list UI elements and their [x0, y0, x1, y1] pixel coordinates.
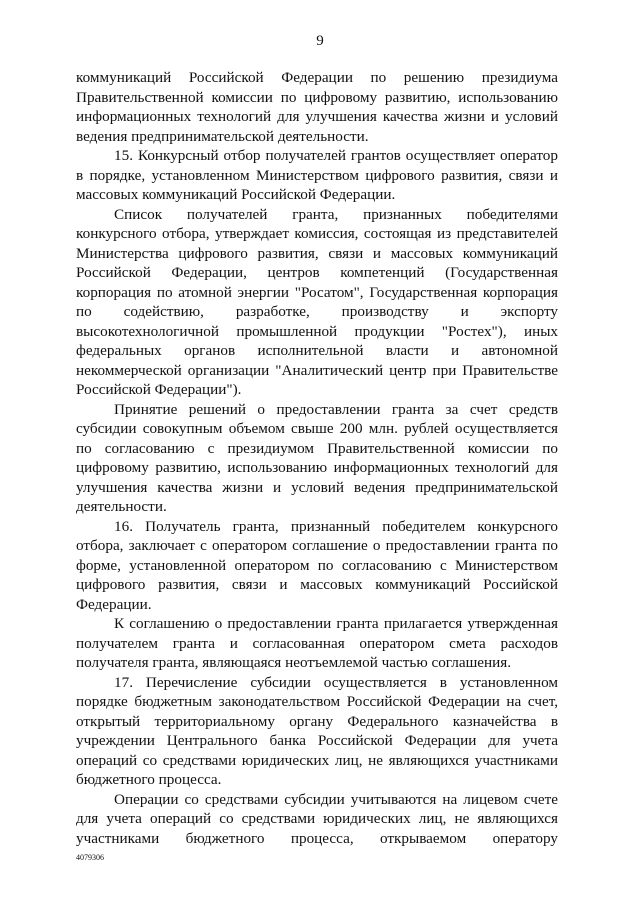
- paragraph-item-15: 15. Конкурсный отбор получателей грантов осуществляет оператор в порядке, установленном Министерством цифрового развития, связи и массовых коммуникаций Российской Федерации.: [76, 147, 558, 203]
- paragraph-grant-recipients-list: Список получателей гранта, признанных победителями конкурсного отбора, утверждает комиссия, состоящая из представителей Министерства цифрового развития, связи и массовых коммуникаций Российской Федерации, центров компетенций (Государственная корпорация по атомной энергии "Росатом", Государственная корпорация по содействию, разработке, производству и экспорту высокотехнологичной промышленной продукции "Ростех"), иных федеральных органов исполнительной власти и автономной некоммерческой организации "Аналитический центр при Правительстве Российской Федерации").: [76, 205, 558, 398]
- document-body: [76, 68, 558, 848]
- paragraph-agreement-estimate: К соглашению о предоставлении гранта прилагается утвержденная получателем гранта и согласованная оператором смета расходов получателя гранта, являющаяся неотъемлемой частью соглашения.: [76, 615, 558, 671]
- paragraph-item-16: 16. Получатель гранта, признанный победителем конкурсного отбора, заключает с оператором соглашение о предоставлении гранта по форме, установленной оператором по согласованию с Министерством цифрового развития, связи и массовых коммуникаций Российской Федерации.: [76, 517, 558, 613]
- paragraph-subsidy-operations: Операции со средствами субсидии учитываются на лицевом счете для учета операций со средствами юридических лиц, не являющихся участниками бюджетного процесса, открываемом оператору: [76, 790, 558, 847]
- document-code: 4079306: [76, 853, 104, 862]
- paragraph-decision-approval: Принятие решений о предоставлении гранта за счет средств субсидии совокупным объемом свыше 200 млн. рублей осуществляется по согласованию с президиумом Правительственной комиссии по цифровому развитию, использованию информационных технологий для улучшения качества жизни и условий ведения предпринимательской деятельности.: [76, 400, 558, 515]
- paragraph-continuation: коммуникаций Российской Федерации по решению президиума Правительственной комиссии по цифровому развитию, использованию информационных технологий для улучшения качества жизни и условий ведения предпринимательской деятельности.: [76, 69, 558, 145]
- paragraph-item-17: 17. Перечисление субсидии осуществляется в установленном порядке бюджетным законодательством Российской Федерации на счет, открытый территориальному органу Федерального казначейства в учреждении Центрального банка Российской Федерации для учета операций со средствами юридических лиц, не являющихся участниками бюджетного процесса.: [76, 673, 558, 788]
- page-number: 9: [316, 33, 324, 49]
